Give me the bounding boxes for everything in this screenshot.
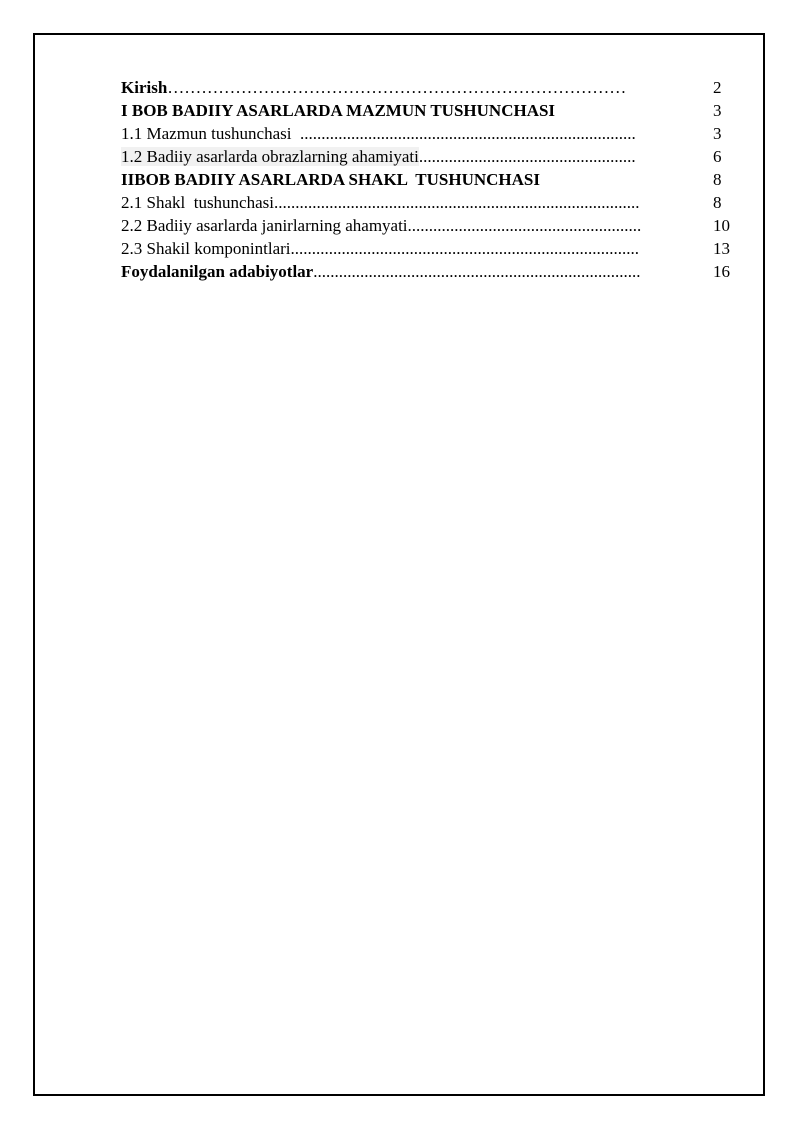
toc-entry-leader: ..................................................................................: [290, 239, 640, 258]
toc-entry-leader: .............................................................................: [313, 262, 641, 281]
toc-entry-1-1: [121, 122, 741, 145]
toc-entry-page: 8: [713, 193, 722, 212]
toc-entry-2-1: [121, 191, 741, 214]
toc-entry-title: 2.1 Shakl tushunchasi: [121, 193, 274, 212]
toc-entry-1-2: [121, 145, 741, 168]
toc-entry-leader: ………………………………………………………………………: [167, 78, 627, 97]
toc-entry-page: 3: [713, 124, 722, 143]
toc-entry-leader: ...............................................................................: [299, 124, 636, 143]
toc-entry-chapter-2: [121, 168, 741, 191]
toc-entry-page: 16: [713, 262, 730, 281]
toc-entry-chapter-1: [121, 99, 741, 122]
toc-entry-title: I BOB BADIIY ASARLARDA MAZMUN TUSHUNCHASI: [121, 101, 556, 120]
toc-entry-leader: ......................................................................................: [274, 193, 640, 212]
toc-entry-page: 2: [713, 78, 722, 97]
toc-entry-title: 1.1 Mazmun tushunchasi: [121, 124, 300, 143]
toc-entry-page: 10: [713, 216, 730, 235]
toc-entry-references: [121, 260, 741, 283]
toc-entry-page: 8: [713, 170, 722, 189]
toc-entry-title-highlight: 1.2 Badiiy asarlarda obrazlarning ahamiyati: [121, 147, 419, 166]
toc-entry-title: IIBOB BADIIY ASARLARDA SHAKL TUSHUNCHASI: [121, 170, 540, 189]
toc-entry-kirish: [121, 76, 741, 99]
toc-entry-leader: ...................................................: [418, 147, 636, 166]
toc-entry-title: 2.2 Badiiy asarlarda janirlarning ahamyati: [121, 216, 408, 235]
toc-entry-page: 6: [713, 147, 722, 166]
table-of-contents: [121, 76, 741, 283]
toc-entry-2-2: [121, 214, 741, 237]
toc-entry-page: 13: [713, 239, 730, 258]
toc-entry-2-3: [121, 237, 741, 260]
toc-entry-title: Kirish: [121, 78, 168, 97]
toc-entry-title: Foydalanilgan adabiyotlar: [121, 262, 314, 281]
toc-entry-title: [121, 147, 419, 166]
toc-entry-leader: .......................................................: [407, 216, 642, 235]
toc-entry-page: 3: [713, 101, 722, 120]
toc-entry-title: 2.3 Shakil komponintlari: [121, 239, 291, 258]
